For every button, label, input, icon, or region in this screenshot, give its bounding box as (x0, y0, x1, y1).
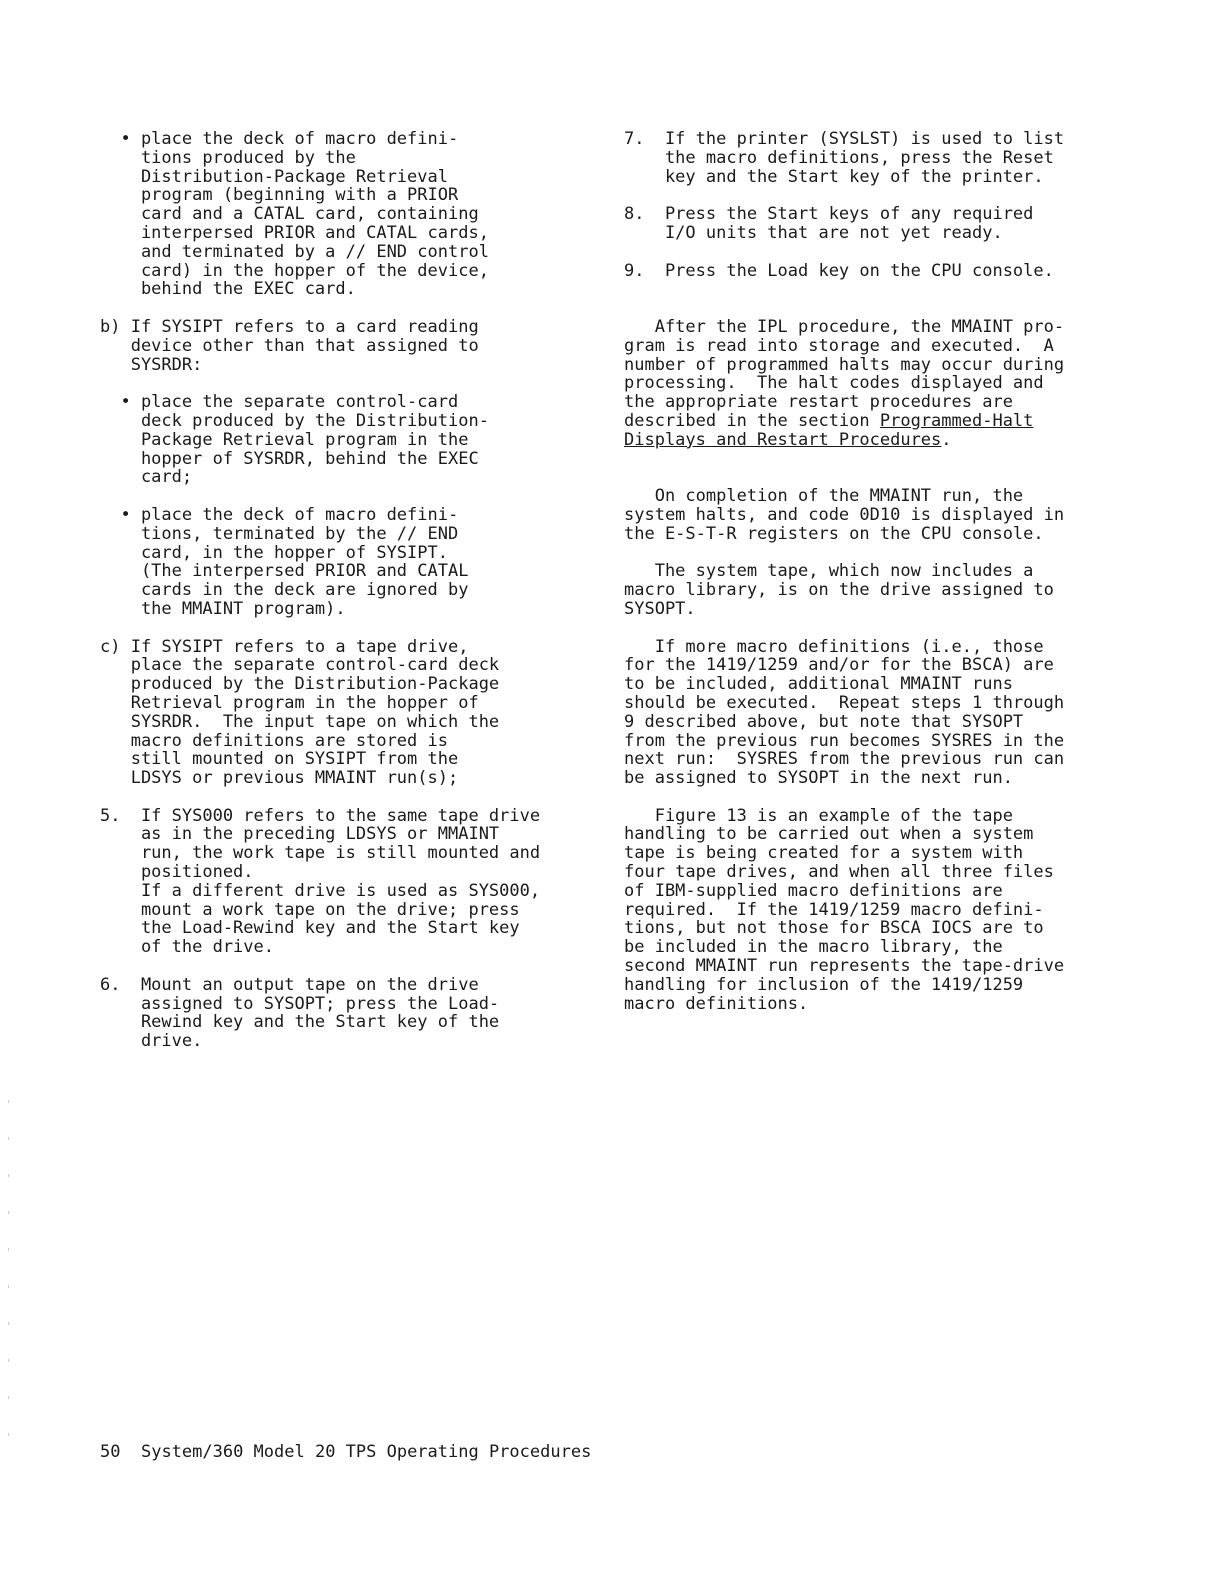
section-reference-link: Displays and Restart Procedures (624, 429, 942, 450)
text-line: card; (100, 467, 193, 488)
text-line: If a different drive is used as SYS000, (100, 880, 541, 901)
step-8 (624, 205, 1124, 243)
text-line: the macro definitions, press the Reset (624, 147, 1054, 168)
text-line: assigned to SYSOPT; press the Load- (100, 993, 500, 1014)
text-line: device other than that assigned to (100, 335, 479, 356)
text-line: for the 1419/1259 and/or for the BSCA) are (624, 655, 1054, 676)
text-line: processing. The halt codes displayed and (624, 373, 1044, 394)
step-5 (100, 807, 600, 957)
text-line-start: described in the section (624, 410, 880, 431)
text-line: 5. If SYS000 refers to the same tape drive (100, 805, 541, 826)
text-line: to be included, additional MMAINT runs (624, 674, 1013, 695)
text-line: required. If the 1419/1259 macro defini- (624, 899, 1044, 920)
text-line: 9. Press the Load key on the CPU console. (624, 260, 1054, 281)
text-line: Retrieval program in the hopper of (100, 692, 479, 713)
text-line: be assigned to SYSOPT in the next run. (624, 768, 1013, 789)
text-line: hopper of SYSRDR, behind the EXEC (100, 448, 479, 469)
text-line: of IBM-supplied macro definitions are (624, 880, 1003, 901)
text-line: Figure 13 is an example of the tape (624, 805, 1013, 826)
text-line: Rewind key and the Start key of the (100, 1012, 500, 1033)
text-line: card and a CATAL card, containing (100, 204, 479, 225)
text-line: the MMAINT program). (100, 598, 346, 619)
text-line: • place the separate control-card (100, 392, 459, 413)
text-line: handling to be carried out when a system (624, 824, 1034, 845)
text-line: drive. (100, 1031, 203, 1052)
text-line: be included in the macro library, the (624, 937, 1003, 958)
text-line: positioned. (100, 862, 254, 883)
text-line: gram is read into storage and executed. A (624, 335, 1054, 356)
text-line: card, in the hopper of SYSIPT. (100, 542, 448, 563)
text-line: number of programmed halts may occur during (624, 354, 1065, 375)
margin-scan-marks (8, 1100, 10, 1480)
text-line: On completion of the MMAINT run, the (624, 486, 1024, 507)
text-line: still mounted on SYSIPT from the (100, 749, 459, 770)
text-line: behind the EXEC card. (100, 279, 356, 300)
text-line: card) in the hopper of the device, (100, 260, 489, 281)
paragraph-after-ipl (624, 318, 1124, 450)
item-c (100, 638, 600, 788)
text-line: tions, terminated by the // END (100, 523, 459, 544)
text-line: If more macro definitions (i.e., those (624, 636, 1044, 657)
text-line: Distribution-Package Retrieval (100, 166, 448, 187)
page-footer (100, 1442, 591, 1462)
text-line: The system tape, which now includes a (624, 561, 1034, 582)
text-line: run, the work tape is still mounted and (100, 843, 541, 864)
text-line: 8. Press the Start keys of any required (624, 204, 1034, 225)
text-line: the appropriate restart procedures are (624, 392, 1013, 413)
paragraph-more-macros (624, 638, 1124, 788)
text-line (624, 412, 1124, 431)
step-9 (624, 262, 1124, 281)
text-line: next run: SYSRES from the previous run can (624, 749, 1065, 770)
text-line: 9 described above, but note that SYSOPT (624, 711, 1024, 732)
text-line: cards in the deck are ignored by (100, 580, 469, 601)
text-line: as in the preceding LDSYS or MMAINT (100, 824, 500, 845)
text-line: I/O units that are not yet ready. (624, 222, 1003, 243)
text-line: and terminated by a // END control (100, 241, 489, 262)
text-line: SYSRDR. The input tape on which the (100, 711, 500, 732)
text-line: from the previous run becomes SYSRES in the (624, 730, 1065, 751)
text-line: deck produced by the Distribution- (100, 410, 489, 431)
section-reference-link: Programmed-Halt (879, 410, 1034, 431)
text-line: tape is being created for a system with (624, 843, 1024, 864)
text-line: the Load-Rewind key and the Start key (100, 918, 520, 939)
text-line: (The interpersed PRIOR and CATAL (100, 561, 469, 582)
text-line: system halts, and code 0D10 is displayed in (624, 504, 1065, 525)
text-line: SYSOPT. (624, 598, 696, 619)
text-line: second MMAINT run represents the tape-drive (624, 956, 1065, 977)
text-line: the E-S-T-R registers on the CPU console. (624, 523, 1044, 544)
paragraph-completion (624, 487, 1124, 543)
text-line: should be executed. Repeat steps 1 through (624, 692, 1065, 713)
text-line: LDSYS or previous MMAINT run(s); (100, 768, 459, 789)
paragraph-system-tape (624, 562, 1124, 618)
text-line: macro definitions. (624, 993, 809, 1014)
bullet-b2 (100, 506, 600, 619)
text-line: interpersed PRIOR and CATAL cards, (100, 222, 489, 243)
text-line: produced by the Distribution-Package (100, 674, 500, 695)
step-6 (100, 976, 600, 1051)
text-line: • place the deck of macro defini- (100, 504, 459, 525)
text-line: b) If SYSIPT refers to a card reading (100, 316, 479, 337)
page-number: 50 (100, 1442, 121, 1462)
text-line: four tape drives, and when all three files (624, 862, 1054, 883)
text-line: program (beginning with a PRIOR (100, 185, 459, 206)
text-line: • place the deck of macro defini- (100, 129, 459, 149)
bullet-a2 (100, 130, 600, 299)
text-line: place the separate control-card deck (100, 655, 500, 676)
right-column (624, 130, 1124, 1013)
text-line: mount a work tape on the drive; press (100, 899, 520, 920)
text-line: macro definitions are stored is (100, 730, 448, 751)
text-line: key and the Start key of the printer. (624, 166, 1044, 187)
text-line-end: . (941, 429, 952, 450)
item-b-intro (100, 318, 600, 374)
left-column (100, 130, 600, 1051)
text-line: Package Retrieval program in the (100, 429, 469, 450)
text-line: 7. If the printer (SYSLST) is used to list (624, 129, 1065, 149)
step-7 (624, 130, 1124, 186)
text-line: tions, but not those for BSCA IOCS are to (624, 918, 1044, 939)
text-line: SYSRDR: (100, 354, 203, 375)
text-line: c) If SYSIPT refers to a tape drive, (100, 636, 469, 657)
paragraph-figure-13 (624, 807, 1124, 1014)
text-line: 6. Mount an output tape on the drive (100, 974, 479, 995)
text-line: of the drive. (100, 937, 274, 958)
text-line: handling for inclusion of the 1419/1259 (624, 974, 1024, 995)
bullet-b1 (100, 393, 600, 487)
text-line: tions produced by the (100, 147, 356, 168)
text-line: macro library, is on the drive assigned to (624, 580, 1054, 601)
document-title: System/360 Model 20 TPS Operating Procedures (140, 1442, 592, 1462)
text-line (624, 431, 1124, 450)
text-line: After the IPL procedure, the MMAINT pro- (624, 316, 1065, 337)
